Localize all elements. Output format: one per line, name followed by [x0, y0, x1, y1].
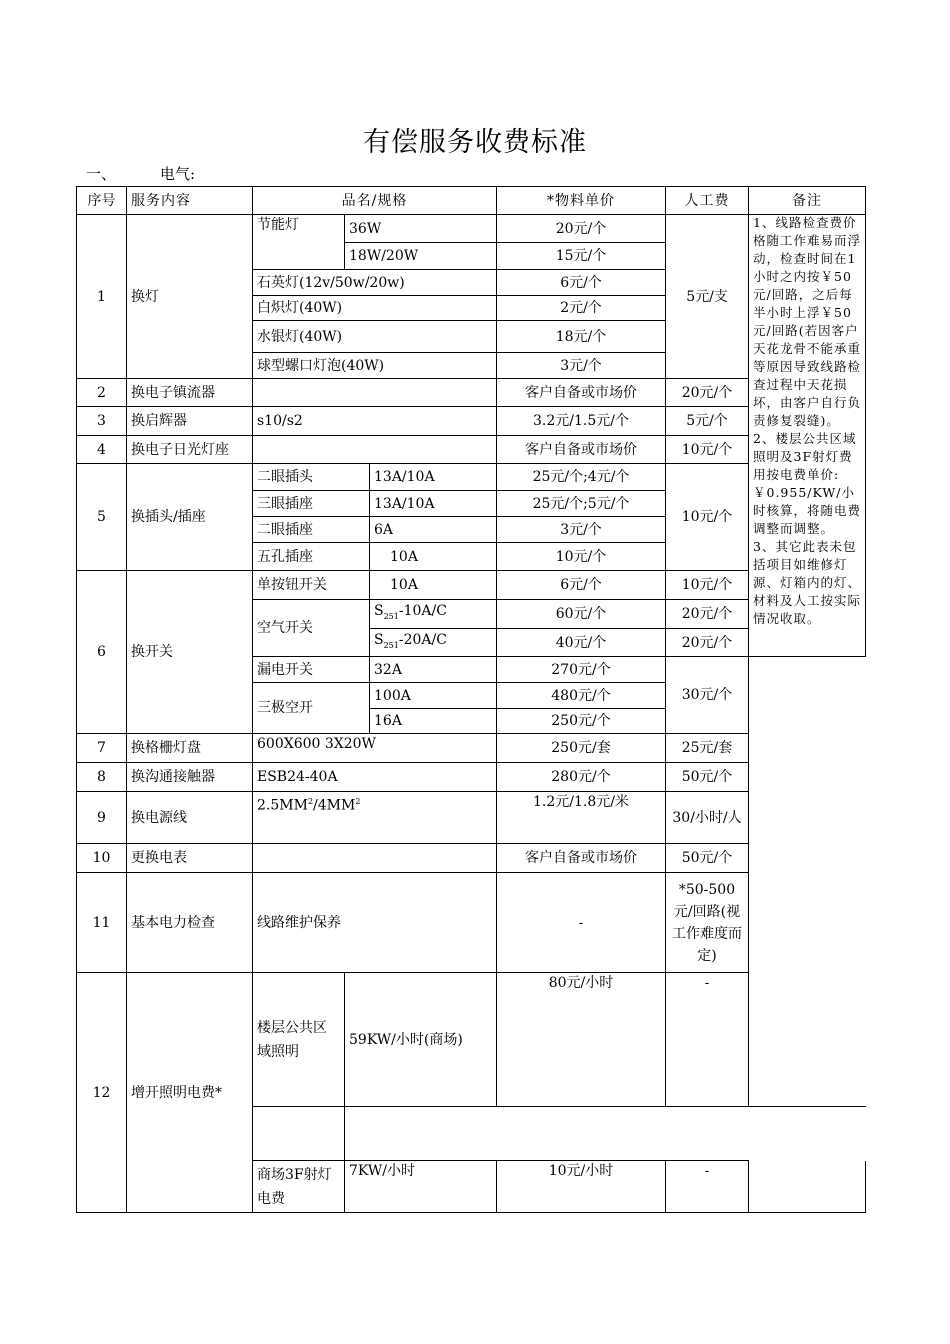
row-service: 换插头/插座: [127, 464, 253, 571]
item-name: 商场3F射灯电费: [253, 1161, 345, 1213]
row-labor: 50元/个: [666, 844, 749, 873]
spec-suffix: -20A/C: [398, 631, 447, 648]
row-spec: s10/s2: [253, 407, 497, 436]
header-no: 序号: [77, 187, 127, 215]
item-name: 石英灯(12v/50w/20w): [253, 270, 497, 296]
spec-suffix: -10A/C: [398, 603, 447, 620]
item-price: 2元/个: [497, 296, 666, 321]
row-labor: 20元/个: [666, 379, 749, 407]
row-labor: 30/小时/人: [666, 792, 749, 844]
item-spec: 32A: [370, 657, 497, 683]
header-service: 服务内容: [127, 187, 253, 215]
spec-subscript: 251: [383, 640, 399, 650]
row-spec: ESB24-40A: [253, 763, 497, 792]
row-spec: 600X600 3X20W: [253, 734, 497, 763]
item-name: 单按钮开关: [253, 571, 370, 600]
row-no: 7: [77, 734, 127, 763]
item-labor: 20元/个: [666, 600, 749, 629]
row-service: 换电子镇流器: [127, 379, 253, 407]
section-number: 一、: [86, 165, 117, 183]
item-price: 25元/个;4元/个: [497, 464, 666, 491]
remark-3: 3、其它此表未包括项目如维修灯源、灯箱内的灯、材料及人工按实际情况收取。: [753, 539, 862, 626]
item-price: 80元/小时: [497, 973, 666, 1107]
row-service: 更换电表: [127, 844, 253, 873]
item-price: 60元/个: [497, 600, 666, 629]
table-row: [77, 873, 866, 973]
item-price: 10元/个: [497, 543, 666, 571]
table-row: [77, 792, 866, 844]
item-spec: 36W: [345, 215, 497, 243]
table-row: [77, 763, 866, 792]
fee-table: [76, 186, 866, 1213]
row-price: 3.2元/1.5元/个: [497, 407, 666, 436]
item-price: 480元/个: [497, 683, 666, 709]
remark-2: 2、楼层公共区域照明及3F射灯费用按电费单价:￥0.955/KW/小时核算，将随电费调整而调整。: [753, 431, 862, 536]
table-row: [77, 464, 866, 491]
spec-prefix: S: [374, 631, 384, 648]
row-service: 换启辉器: [127, 407, 253, 436]
item-name: 二眼插头: [253, 464, 370, 491]
item-name: 球型螺口灯泡(40W): [253, 353, 497, 379]
table-row: [77, 734, 866, 763]
row-service: 换沟通接触器: [127, 763, 253, 792]
item-price: 3元/个: [497, 517, 666, 543]
row-labor: 50元/个: [666, 763, 749, 792]
item-labor: 20元/个: [666, 629, 749, 657]
row-service: 换格栅灯盘: [127, 734, 253, 763]
table-row: [77, 844, 866, 873]
row-price: 客户自备或市场价: [497, 436, 666, 464]
item-price: 15元/个: [497, 243, 666, 270]
item-spec: 13A/10A: [370, 464, 497, 491]
item-spec: 7KW/小时: [345, 1161, 497, 1213]
item-price: 18元/个: [497, 321, 666, 353]
item-labor: -: [666, 1161, 749, 1213]
item-name: 空气开关: [253, 600, 370, 657]
row-price: 客户自备或市场价: [497, 844, 666, 873]
item-price: 270元/个: [497, 657, 666, 683]
row-no: 9: [77, 792, 127, 844]
item-name: 三眼插座: [253, 491, 370, 517]
item-name: 楼层公共区域照明: [253, 973, 345, 1107]
table-row: [77, 379, 866, 407]
item-spec: [370, 600, 497, 629]
blank-cell: [749, 1161, 866, 1213]
header-price: *物料单价: [497, 187, 666, 215]
item-spec: 10A: [370, 571, 497, 600]
header-labor: 人工费: [666, 187, 749, 215]
row-service: 增开照明电费*: [127, 973, 253, 1213]
item-spec: [370, 629, 497, 657]
item-price: 250元/个: [497, 709, 666, 734]
item-labor: 10元/个: [666, 571, 749, 600]
spec-a: 2.5MM: [257, 797, 308, 814]
item-name: 二眼插座: [253, 517, 370, 543]
row-no: 10: [77, 844, 127, 873]
spec-b: /4MM: [313, 797, 356, 814]
table-row: [77, 973, 866, 1107]
row-service: 换灯: [127, 215, 253, 379]
row-service: 换电源线: [127, 792, 253, 844]
row-service: 基本电力检查: [127, 873, 253, 973]
row-spec: 线路维护保养: [253, 873, 497, 973]
row-no: 4: [77, 436, 127, 464]
remarks-cell: [749, 215, 866, 657]
header-spec: 品名/规格: [253, 187, 497, 215]
item-price: 6元/个: [497, 270, 666, 296]
item-name: 五孔插座: [253, 543, 370, 571]
table-row: [77, 407, 866, 436]
row-labor: 5元/支: [666, 215, 749, 379]
section-name: 电气:: [160, 165, 196, 183]
table-row: [77, 571, 866, 600]
blank-cell: [345, 1107, 866, 1161]
row-spec: [253, 792, 497, 844]
item-labor: 30元/个: [666, 657, 749, 734]
spec-b-sup: 2: [355, 797, 361, 806]
row-service: 换开关: [127, 571, 253, 734]
row-labor: *50-500元/回路(视工作难度而定): [666, 873, 749, 973]
item-price: 10元/小时: [497, 1161, 666, 1213]
spec-a-sup: 2: [307, 797, 314, 806]
item-name: 节能灯: [253, 215, 345, 270]
table-row: [77, 436, 866, 464]
row-price: 250元/套: [497, 734, 666, 763]
row-spec: [253, 436, 497, 464]
item-spec: 10A: [370, 543, 497, 571]
row-labor: 5元/个: [666, 407, 749, 436]
row-price: 1.2元/1.8元/米: [497, 792, 666, 844]
remark-1: 1、线路检查费价格随工作难易而浮动，检查时间在1小时之内按￥50元/回路，之后每半小时上浮￥50元/回路(若因客户天花龙骨不能承重等原因导致线路检查过程中天花损坏，由客户自行负责修复裂缝)。: [753, 215, 862, 428]
item-price: 6元/个: [497, 571, 666, 600]
item-name: 白炽灯(40W): [253, 296, 497, 321]
row-price: 客户自备或市场价: [497, 379, 666, 407]
header-row: [77, 187, 866, 215]
item-spec: 16A: [370, 709, 497, 734]
row-service: 换电子日光灯座: [127, 436, 253, 464]
row-labor: 10元/个: [666, 436, 749, 464]
item-name: 水银灯(40W): [253, 321, 497, 353]
item-name: 漏电开关: [253, 657, 370, 683]
row-no: 6: [77, 571, 127, 734]
blank-cell: [253, 1107, 345, 1161]
row-no: 1: [77, 215, 127, 379]
item-price: 3元/个: [497, 353, 666, 379]
row-labor: 10元/个: [666, 464, 749, 571]
row-no: 8: [77, 763, 127, 792]
section-heading: [86, 163, 195, 184]
row-no: 5: [77, 464, 127, 571]
table-row: [77, 215, 866, 243]
item-name: 三极空开: [253, 683, 370, 734]
row-no: 11: [77, 873, 127, 973]
item-spec: 100A: [370, 683, 497, 709]
item-spec: 6A: [370, 517, 497, 543]
item-labor: -: [666, 973, 749, 1107]
row-spec: [253, 844, 497, 873]
spec-prefix: S: [374, 603, 384, 620]
item-spec: 13A/10A: [370, 491, 497, 517]
item-spec: 18W/20W: [345, 243, 497, 270]
item-price: 40元/个: [497, 629, 666, 657]
item-price: 20元/个: [497, 215, 666, 243]
row-no: 12: [77, 973, 127, 1213]
item-price: 25元/个;5元/个: [497, 491, 666, 517]
row-no: 2: [77, 379, 127, 407]
row-price: 280元/个: [497, 763, 666, 792]
row-spec: [253, 379, 497, 407]
row-labor: 25元/套: [666, 734, 749, 763]
row-no: 3: [77, 407, 127, 436]
row-price: -: [497, 873, 666, 973]
item-spec: 59KW/小时(商场): [345, 973, 497, 1107]
spec-subscript: 251: [383, 611, 399, 621]
header-remark: 备注: [749, 187, 866, 215]
page-title: 有偿服务收费标准: [363, 127, 587, 158]
